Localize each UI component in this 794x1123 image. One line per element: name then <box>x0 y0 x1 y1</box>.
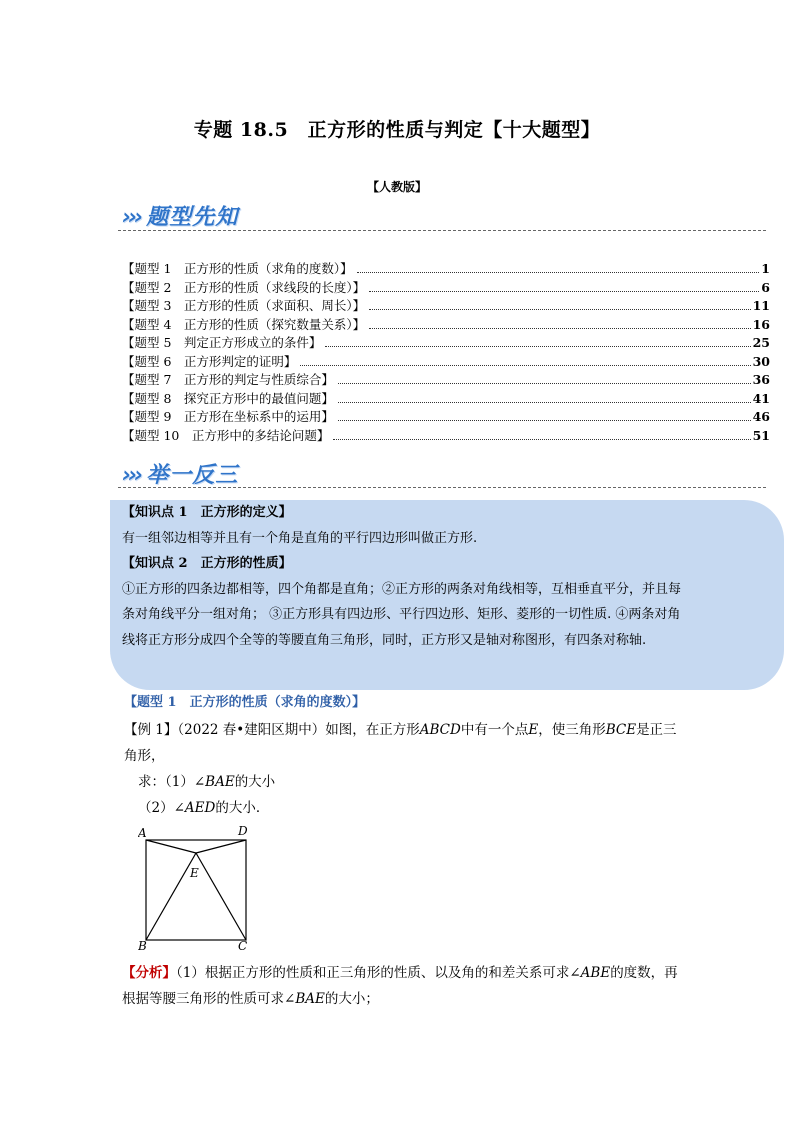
label-b: B <box>138 939 147 952</box>
toc-item[interactable]: 【题型 4 正方形的性质（探究数量关系）】 16 <box>122 316 770 332</box>
banner-examples <box>122 458 238 489</box>
example-1 <box>124 717 684 821</box>
segment-de <box>196 840 246 853</box>
question-type-heading: 【题型 1 正方形的性质（求角的度数）】 <box>124 695 366 710</box>
square-figure <box>138 822 258 952</box>
example-question-2: （2）∠AED的大小． <box>138 800 270 816</box>
analysis-block: 【分析】（1）根据正方形的性质和正三角形的性质、以及角的和差关系可求∠ABE的度数，再根据等腰三角形的性质可求∠BAE的大小； <box>122 965 678 1007</box>
toc-item[interactable]: 【题型 7 正方形的判定与性质综合】 36 <box>122 372 770 387</box>
knowledge-2-title: 【知识点 2 正方形的性质】 <box>122 556 292 571</box>
edition-label: 【人教版】 <box>366 180 427 194</box>
label-a: A <box>138 826 147 840</box>
segment-ae <box>146 840 196 853</box>
example-tag: 【例 1】 <box>124 722 178 738</box>
segment-be <box>146 853 196 940</box>
knowledge-2-text: ①正方形的四条边都相等，四个角都是直角；②正方形的两条对角线相等，互相垂直平分，并且每条对角线平分一组对角； ③正方形具有四边形、平行四边形、矩形、菱形的一切性质. ④两条对角线将正方形分成四个全等的等腰直角三角形，同时，正方形又是轴对称图形，有四条对称轴. <box>122 581 682 648</box>
knowledge-1-text: 有一组邻边相等并且有一个角是直角的平行四边形叫做正方形. <box>122 530 478 546</box>
table-of-contents <box>122 259 770 444</box>
toc-item[interactable]: 【题型 5 判定正方形成立的条件】 25 <box>122 335 770 350</box>
example-statement: 【例 1】（2022 春•建阳区期中）如图，在正方形ABCD中有一个点E，使三角形BCE是正三角形， <box>124 722 677 764</box>
banner-overview-text: 题型先知 <box>146 205 239 230</box>
knowledge-1-title: 【知识点 1 正方形的定义】 <box>122 505 292 520</box>
knowledge-text <box>122 500 682 653</box>
divider <box>118 487 766 488</box>
toc-item[interactable]: 【题型 1 正方形的性质（求角的度数）】 1 <box>122 261 770 276</box>
banner-examples-text: 举一反三 <box>146 463 239 488</box>
toc-item[interactable]: 【题型 10 正方形中的多结论问题】 51 <box>122 427 770 443</box>
toc-item[interactable]: 【题型 6 正方形判定的证明】 30 <box>122 353 770 369</box>
divider <box>118 230 766 231</box>
label-c: C <box>238 939 248 952</box>
label-e: E <box>190 866 199 880</box>
page-title: 专题 18.5 正方形的性质与判定【十大题型】 <box>193 119 601 141</box>
arrows-icon: ››› <box>122 205 141 230</box>
square-abcd <box>146 840 246 940</box>
toc-item[interactable]: 【题型 8 探究正方形中的最值问题】 41 <box>122 390 770 406</box>
toc-item[interactable]: 【题型 3 正方形的性质（求面积、周长）】 11 <box>122 298 770 313</box>
segment-ce <box>196 853 246 940</box>
example-question-1: 求：（1）∠BAE的大小 <box>138 774 276 790</box>
analysis-tag: 【分析】 <box>122 965 176 981</box>
arrows-icon: ››› <box>122 463 141 488</box>
toc-item[interactable]: 【题型 2 正方形的性质（求线段的长度）】 6 <box>122 279 770 295</box>
label-d: D <box>238 824 248 838</box>
banner-overview <box>122 200 238 231</box>
toc-item[interactable]: 【题型 9 正方形在坐标系中的运用】 46 <box>122 409 770 424</box>
